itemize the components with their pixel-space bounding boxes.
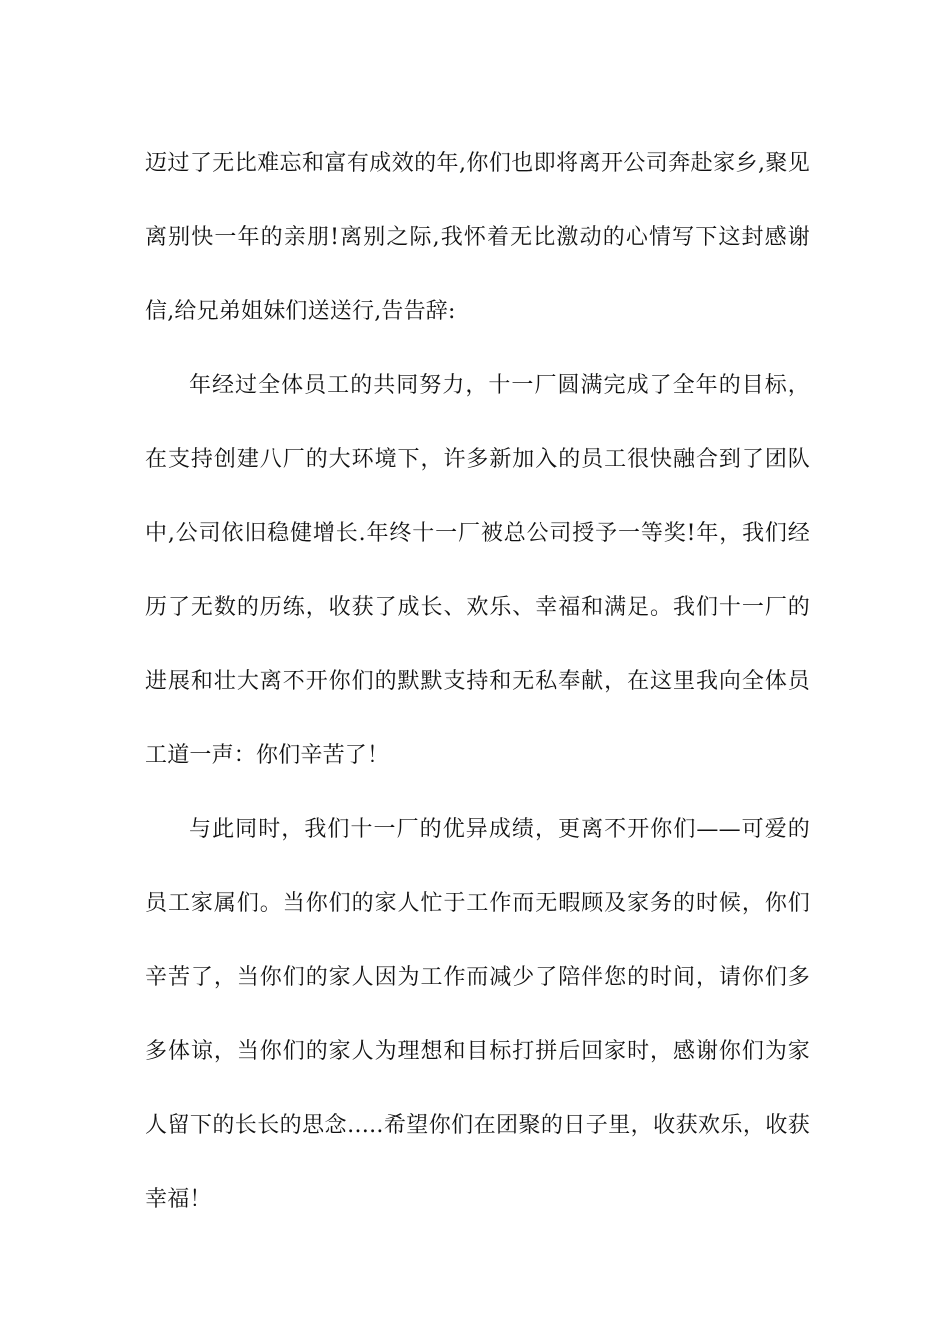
paragraph-achievements: 年经过全体员工的共同努力，十一厂圆满完成了全年的目标，在支持创建八厂的大环境下，许多新加入的员工很快融合到了团队中,公司依旧稳健增长.年终十一厂被总公司授予一等奖!年，我们经历了无数的历练，收获了成长、欢乐、幸福和满足。我们十一厂的进展和壮大离不开你们的默默支持和无私奉献，在这里我向全体员工道一声：你们辛苦了！ <box>145 373 810 768</box>
paragraph-opening: 迈过了无比难忘和富有成效的年,你们也即将离开公司奔赴家乡,聚见离别快一年的亲朋!离别之际,我怀着无比激动的心情写下这封感谢信,给兄弟姐妹们送送行,告告辞: <box>145 151 810 324</box>
letter-body <box>145 127 810 1237</box>
paragraph-family-thanks: 与此同时，我们十一厂的优异成绩，更离不开你们——可爱的员工家属们。当你们的家人忙于工作而无暇顾及家务的时候，你们辛苦了，当你们的家人因为工作而减少了陪伴您的时间，请你们多多体谅，当你们的家人为理想和目标打拼后回家时，感谢你们为家人留下的长长的思念…..希望你们在团聚的日子里，收获欢乐，收获幸福！ <box>145 817 810 1212</box>
